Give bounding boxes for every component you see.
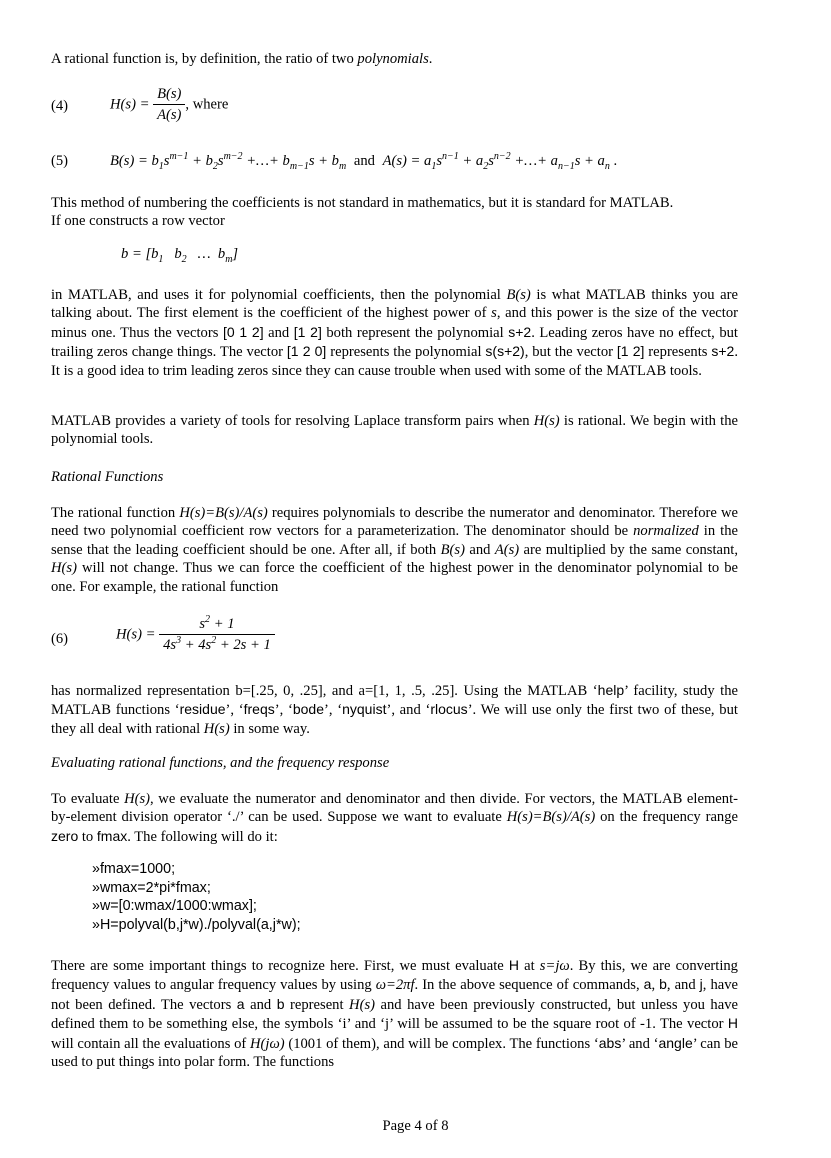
equation-4-fraction <box>153 85 185 125</box>
numbering-line-1: This method of numbering the coefficients is not standard in mathematics, but it is standard for MATLAB. <box>51 195 674 211</box>
intro-emphasis: polynomials <box>357 51 429 67</box>
evaluate-paragraph: To evaluate H(s), we evaluate the numerator and denominator and then divide. For vectors, the MATLAB element-by-element division operator ‘./’ can be used. Suppose we want to evaluate H(s)=B(s)/A(s) on the frequency range zero to fmax. The following will do it: <box>51 791 738 845</box>
equation-5-b-polynomial: $B(s) = b_1s^{m-1} + b_2s^{m-2}$ +…+ $b_{m-1}s + b_m$ <box>110 151 347 172</box>
code-block <box>92 860 301 934</box>
code-line: »H=polyval(b,j*w)./polyval(a,j*w); <box>92 916 301 933</box>
equation-5-number: (5) <box>51 153 69 169</box>
matlab-polynomial-paragraph: in MATLAB, and uses it for polynomial coefficients, then the polynomial B(s) is what MATLAB thinks you are talking about. The first element is the coefficient of the highest power of s, and this power is the size of the vector minus one. Thus the vectors [0 1 2] and [1 2] both represent the polynomial s+2. Leading zeros have no effect, but trailing zeros change things. The vector [1 2 0] represents the polynomial s(s+2), but the vector [1 2] represents s+2. It is a good idea to trim leading zeros since they can cause trouble when used with some of the MATLAB tools. <box>51 287 738 379</box>
code-line: »wmax=2*pi*fmax; <box>92 879 211 896</box>
normalized-representation-paragraph: has normalized representation b=[.25, 0, .25], and a=[1, 1, .5, .25]. Using the MATLAB ‘help’ facility, study the MATLAB functions ‘residue’, ‘freqs’, ‘bode’, ‘nyquist’, and ‘rlocus’. We will use only the first two of these, but they all deal with rational H(s) in some way. <box>51 682 738 737</box>
intro-paragraph <box>51 50 738 68</box>
equation-4-numerator: B(s) <box>153 85 185 105</box>
equation-6-number: (6) <box>51 631 69 647</box>
equation-4-number: (4) <box>51 98 69 114</box>
code-line: »fmax=1000; <box>92 861 176 877</box>
laplace-tools-paragraph: MATLAB provides a variety of tools for resolving Laplace transform pairs when H(s) is rational. We begin with the polynomial tools. <box>51 413 738 448</box>
equation-5-connector: and <box>353 153 375 169</box>
equation-5-period: . <box>609 153 618 169</box>
intro-text: A rational function is, by definition, the ratio of two <box>51 51 358 67</box>
row-vector-equation: $b = [b_1$ $b_2$ … $b_m$] <box>121 246 239 265</box>
equation-4-lhs: H(s) = <box>110 96 150 113</box>
equation-4 <box>110 85 228 125</box>
equation-5-a-polynomial: $A(s) = a_1s^{n-1} + a_2s^{n-2}$ +…+ $a_{n-1}s + a_n$ <box>382 151 610 172</box>
numbering-paragraph <box>51 194 738 231</box>
equation-6 <box>116 615 275 655</box>
equation-4-denominator: A(s) <box>157 107 182 124</box>
equation-5 <box>110 152 617 170</box>
equation-6-fraction <box>159 615 275 655</box>
intro-end: . <box>428 51 433 67</box>
heading-rational-functions: Rational Functions <box>51 469 164 485</box>
heading-evaluating: Evaluating rational functions, and the frequency response <box>51 755 390 771</box>
equation-6-denominator: $4s^3 + 4s^2 + 2s + 1$ <box>163 635 271 654</box>
normalization-paragraph: The rational function H(s)=B(s)/A(s) requires polynomials to describe the numerator and denominator. Therefore we need two polynomial coefficient row vectors for a parameterization. The denominator should be normalized in the sense that the leading coefficient should be one. After all, if both B(s) and A(s) are multiplied by the same constant, H(s) will not change. Thus we can force the coefficient of the highest power in the denominator polynomial to be one. For example, the rational function <box>51 505 739 595</box>
numbering-line-2: If one constructs a row vector <box>51 213 225 230</box>
equation-6-numerator: $s^2 + 1$ <box>159 615 275 635</box>
equation-6-lhs: H(s) = <box>116 626 156 643</box>
page-number: Page 4 of 8 <box>382 1118 449 1134</box>
equation-4-tail: , where <box>185 96 229 113</box>
important-things-paragraph: There are some important things to recognize here. First, we must evaluate H at s=jω. By this, we are converting frequency values to angular frequency values by using ω=2πf. In the above sequence of commands, a, b, and j, have not been defined. The vectors a and b represent H(s) and have been previously constructed, but unless you have defined them to be something else, the symbols ‘i’ and ‘j’ will be assumed to be the square root of -1. The vector H will contain all the evaluations of H(jω) (1001 of them), and will be complex. The functions ‘abs’ and ‘angle’ can be used to put things into polar form. The functions <box>51 957 739 1071</box>
code-line: »w=[0:wmax/1000:wmax]; <box>92 898 257 915</box>
